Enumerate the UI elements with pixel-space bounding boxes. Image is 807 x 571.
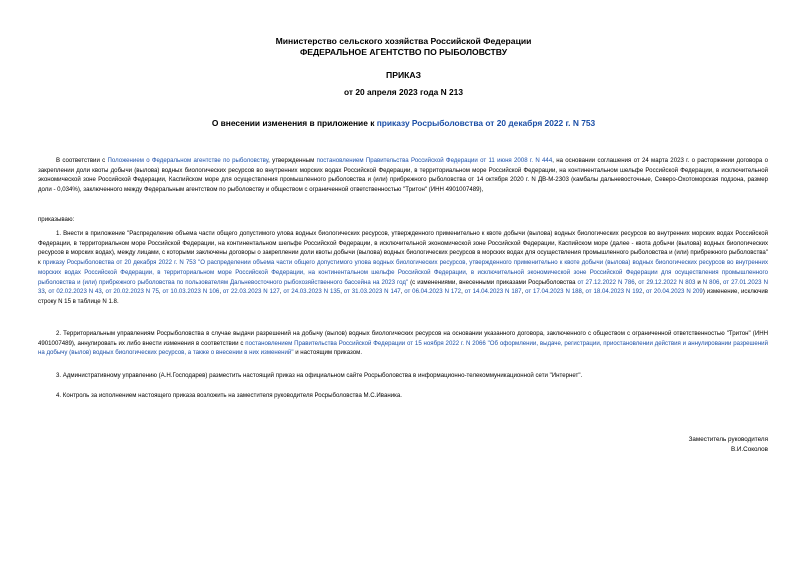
preamble-text: В соответствии с (56, 157, 108, 164)
amendment-link[interactable]: от 22.03.2023 N 127 (222, 288, 280, 296)
amendment-link[interactable]: от 31.03.2023 N 147 (343, 288, 401, 296)
doc-title-text: О внесении изменения в приложение к (211, 118, 377, 128)
signatory-name: В.И.Соколов (730, 446, 768, 453)
item-1-text: 1. Внести в приложение "Распределение объема части общего допустимого улова водных биологических ресурсов, утвержденного применительно к квоте добычи (вылова) водных биологических ресурсов во внутренних морских водах Российской Федерации, в территориальном море Российской Федерации, на континентальном шельфе Российской Федерации, в исключительной экономической зоне Российской Федерации, Каспийском море (далее - квота добычи (вылова) водных биологических ресурсов в морских водах), между лицами, с которыми заключены договоры о закреплении доли квоты добычи (вылова) водных биологических ресурсов в морских водах для осуществления промышленного рыболовства и (или) прибрежного рыболовства" к (38, 230, 768, 267)
amendment-link[interactable]: от 02.02.2023 N 43 (48, 288, 102, 296)
item-1-paragraph: 1. Внести в приложение "Распределение объема части общего допустимого улова водных биологических ресурсов, утвержденного применительно к квоте добычи (вылова) водных биологических ресурсов во внутренних морских водах Российской Федерации, в территориальном море Российской Федерации, на континентальном шельфе Российской Федерации, в исключительной экономической зоне Российской Федерации, Каспийском море (далее - квота добычи (вылова) водных биологических ресурсов в морских водах), между лицами, с которыми заключены договоры о закреплении доли квоты добычи (вылова) водных биологических ресурсов в морских водах для осуществления промышленного рыболовства и (или) прибрежного рыболовства" к приказу Росрыболовства от 20 декабря 2022 г. N 753 "О распределении объема части общего допустимого улова водных биологических ресурсов, утвержденного применительно к квоте добычи (вылова) водных биологических ресурсов во внутренних морских водах Российской Федерации, в территориальном море Российской Федерации, на континентальном шельфе Российской Федерации, в исключительной экономической зоне Российской Федерации для осуществления промышленного рыболовства и (или) прибрежного рыболовства по пользователям Дальневосточного рыбохозяйственного бассейна на 2023 год" (с изменениями, внесенными приказами Росрыболовства от 27.12.2022 N 786, от 29.12.2022 N 803 и N 806, от 27.01.2023 N 33, от 02.02.2023 N 43, от 20.02.2023 N 75, от 10.03.2023 N 106, от 22.03.2023 N 127, от 24.03.2023 N 135, от 31.03.2023 N 147, от 06.04.2023 N 172, от 14.04.2023 N 187, от 17.04.2023 N 188, от 18.04.2023 N 192, от 20.04.2023 N 209) изменение, исключив строку N 15 в таблице N 1.8. (38, 230, 769, 305)
preamble-text: , утвержденным (268, 157, 317, 164)
item-1-text: (с изменениями, внесенными приказами Росрыболовства (408, 278, 578, 286)
order-word: приказываю: (38, 216, 75, 223)
amendment-link[interactable]: от 18.04.2023 N 192 (585, 288, 643, 296)
item-3-paragraph (38, 371, 768, 381)
order-753-link[interactable]: приказу Росрыболовства от 20 декабря 2022 г. N 753 "О распределении объема части общего допустимого улова водных биологических ресурсов, утвержденного применительно к квоте добычи (вылова) водных биологических ресурсов во внутренних морских водах Российской Федерации, в территориальном море Российской Федерации, на континентальном шельфе Российской Федерации, в исключительной экономической зоне Российской Федерации для осуществления промышленного рыболовства и (или) прибрежного рыболовства по пользователям Дальневосточного рыбохозяйственного бассейна на 2023 год" (38, 259, 768, 286)
ministry-name: Министерство сельского хозяйства Российской Федерации (275, 36, 532, 46)
item-4-text: 4. Контроль за исполнением настоящего приказа возложить на заместителя руководителя Росрыболовства М.С.Иваника. (56, 392, 402, 399)
doc-title (0, 118, 807, 128)
amendment-link[interactable]: N 806 (702, 278, 720, 286)
item-4-paragraph (38, 391, 768, 401)
decree-link[interactable]: постановлением Правительства Российской Федерации от 11 июня 2008 г. N 444 (316, 157, 553, 164)
item-1-text: ) изменение, исключив строку N 15 в таблице N 1.8. (38, 288, 769, 305)
signatory-position: Заместитель руководителя (688, 436, 768, 443)
amendment-link[interactable]: от 27.01.2023 N 33 (38, 278, 768, 296)
amendment-link[interactable]: от 14.04.2023 N 187 (464, 288, 522, 296)
header-block (0, 36, 807, 57)
preamble-text: , на основании соглашения от 24 марта 2023 г. о расторжении договора о закреплении доли квоты добычи (вылова) водных биологических ресурсов во внутренних морских водах Российской Федерации, в территориальном море Российской Федерации, на континентальном шельфе Российской Федерации, в исключительной экономической зоне Российской Федерации, Каспийском море для осуществления промышленного рыболовства и (или) прибрежного рыболовства от 14 октября 2020 г. N ДВ-М-2303 (камбалы дальневосточные, Северо-Охотоморская подзона, размер доли - 0,034%), заключенного между Федеральным агентством по рыболовству и обществом с ограниченной ответственностью "Тритон" (ИНН 4901007489), (38, 157, 768, 194)
item-3-text: 3. Административному управлению (А.Н.Господарев) разместить настоящий приказ на официальном сайте Росрыболовства в информационно-телекоммуникационной сети "Интернет". (56, 372, 583, 379)
doc-date-number: от 20 апреля 2023 года N 213 (344, 87, 463, 97)
title-link[interactable]: приказу Росрыболовства от 20 декабря 2022 г. N 753 (376, 118, 596, 128)
amendment-link[interactable]: от 27.12.2022 N 786 (577, 278, 635, 286)
amendment-link[interactable]: от 10.03.2023 N 106 (162, 288, 220, 296)
amendment-link[interactable]: от 20.04.2023 N 209 (645, 288, 703, 296)
decree-2066-link[interactable]: постановлением Правительства Российской Федерации от 15 ноября 2022 г. N 2066 "Об оформлении, выдаче, регистрации, приостановлении действия и аннулировании разрешений на добычу (вылов) водных биологических ресурсов, а также о внесении в них изменений" (38, 339, 768, 357)
doc-type: ПРИКАЗ (386, 70, 421, 80)
signature-block (689, 435, 768, 455)
regulation-link[interactable]: Положением о Федеральном агентстве по рыболовству (107, 157, 269, 164)
amendment-link[interactable]: от 20.02.2023 N 75 (105, 288, 159, 296)
preamble-paragraph (38, 156, 768, 195)
amendment-link[interactable]: от 24.03.2023 N 135 (283, 288, 341, 296)
amendment-link[interactable]: от 06.04.2023 N 172 (404, 288, 462, 296)
amendment-link[interactable]: от 17.04.2023 N 188 (525, 288, 582, 296)
item-2-text: и настоящим приказом. (293, 349, 363, 357)
amendment-link[interactable]: от 29.12.2022 N 803 (638, 278, 696, 286)
agency-name: ФЕДЕРАЛЬНОЕ АГЕНТСТВО ПО РЫБОЛОВСТВУ (299, 46, 508, 57)
item-2-paragraph (38, 329, 768, 358)
item-2-text: 2. Территориальным управлениям Росрыболовства в случае выдачи разрешений на добычу (вылов) водных биологических ресурсов на основании указанного договора, заключенного с обществом с ограниченной ответственностью "Тритон" (ИНН 4901007489), аннулировать их либо внести изменения в соответствии с (38, 330, 768, 347)
